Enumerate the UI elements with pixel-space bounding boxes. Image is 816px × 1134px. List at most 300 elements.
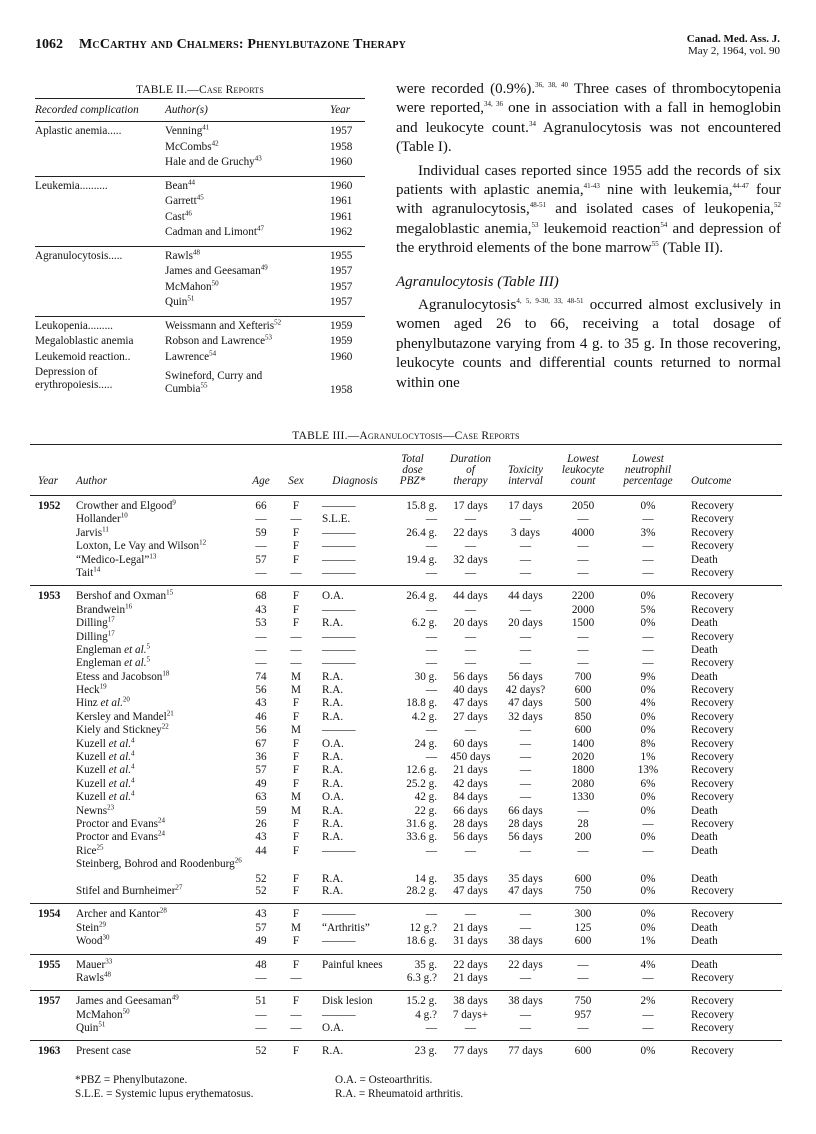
- table-row: [30, 527, 782, 540]
- table-row: [35, 317, 365, 336]
- leukocyte-cell: 957: [574, 1008, 592, 1021]
- table-row: [30, 935, 782, 948]
- sex-cell: F: [292, 958, 300, 971]
- body-text: [396, 80, 781, 393]
- dose-cell: —: [425, 908, 437, 921]
- dose-cell: 12.6 g.: [406, 764, 437, 777]
- sex-cell: F: [292, 908, 300, 921]
- footnote-oa: O.A. = Osteoarthritis.: [335, 1074, 433, 1086]
- leukocyte-cell: 125: [574, 921, 592, 934]
- age-cell: 43: [255, 908, 267, 921]
- leukocyte-cell: —: [577, 971, 589, 984]
- complication-cell: Aplastic anemia.....: [35, 125, 122, 137]
- paragraph-3: Agranulocytosis$^{4, 5, 9-30, 33, 48-51}$ occurred almost exclusively in women aged 26 to 66, receiving a total dosage of phenylbutazone varying from 4 g. to 35 g. In those recovering, leukocyte counts and differential counts returned to normal within one: [396, 297, 781, 391]
- table-row: [30, 972, 782, 985]
- age-cell: 52: [255, 1045, 267, 1058]
- age-cell: 43: [255, 697, 267, 710]
- outcome-cell: Recovery: [691, 751, 734, 764]
- duration-cell: —: [464, 540, 477, 553]
- year-cell: 1962: [330, 226, 353, 238]
- leukocyte-cell: 1400: [571, 737, 595, 750]
- duration-cell: 66 days: [453, 804, 488, 817]
- diagnosis-cell: Painful knees: [322, 958, 383, 971]
- col-sex: Sex: [288, 475, 304, 487]
- sex-cell: F: [292, 603, 300, 616]
- col-author: Author: [76, 475, 108, 487]
- table-row: [30, 590, 782, 603]
- dose-cell: 6.2 g.: [411, 617, 437, 630]
- sex-cell: F: [292, 710, 300, 723]
- author-cell: Proctor and Evans$^{24}$: [76, 829, 166, 844]
- duration-cell: 40 days: [453, 684, 488, 697]
- age-cell: 46: [255, 710, 267, 723]
- table-row: [30, 617, 782, 630]
- toxicity-cell: —: [519, 724, 532, 737]
- leukocyte-cell: —: [577, 804, 589, 817]
- duration-cell: 21 days: [453, 764, 488, 777]
- table-iii: [30, 430, 782, 1064]
- duration-cell: 7 days+: [452, 1008, 489, 1021]
- table-row: [35, 348, 365, 367]
- complication-cell: Megaloblastic anemia: [35, 335, 134, 347]
- leukocyte-cell: 500: [574, 697, 592, 710]
- toxicity-cell: 77 days: [508, 1045, 543, 1058]
- year-group: [30, 585, 782, 903]
- table-row: [35, 195, 365, 211]
- table-ii-group: [35, 317, 365, 401]
- year-cell: 1959: [330, 335, 353, 347]
- sex-cell: F: [292, 764, 300, 777]
- author-cell: Dilling$^{17}$: [76, 615, 115, 630]
- duration-cell: 22 days: [453, 526, 488, 539]
- diagnosis-cell: R.A.: [322, 1045, 344, 1058]
- dose-cell: 24 g.: [414, 737, 437, 750]
- dose-cell: 31.6 g.: [406, 817, 437, 830]
- page-header: [35, 33, 780, 63]
- outcome-cell: Recovery: [691, 777, 734, 790]
- outcome-cell: Recovery: [691, 590, 734, 603]
- sex-cell: M: [291, 684, 301, 697]
- outcome-cell: Recovery: [691, 817, 734, 830]
- sex-cell: M: [291, 921, 301, 934]
- outcome-cell: Recovery: [691, 526, 734, 539]
- outcome-cell: Death: [691, 935, 718, 948]
- author-cell: Jarvis$^{11}$: [76, 525, 109, 539]
- dose-cell: 26.4 g.: [406, 590, 437, 603]
- duration-cell: 21 days: [453, 971, 488, 984]
- age-cell: 57: [255, 764, 267, 777]
- toxicity-cell: —: [519, 657, 532, 670]
- sex-cell: F: [292, 751, 300, 764]
- table-row: [30, 831, 782, 844]
- toxicity-cell: —: [519, 630, 532, 643]
- table-ii-group: [35, 122, 365, 177]
- table-row: [30, 791, 782, 804]
- leukocyte-cell: 1500: [571, 617, 595, 630]
- dose-cell: 18.6 g.: [406, 935, 437, 948]
- sex-cell: F: [292, 697, 300, 710]
- col-authors: Author(s): [165, 104, 208, 116]
- table-iii-caption: TABLE III.—Agranulocytosis—Case Reports: [292, 430, 520, 442]
- neutrophil-cell: 0%: [640, 684, 656, 697]
- author-cell: Crowther and Elgood$^9$: [76, 498, 176, 512]
- author-cell: Kuzell et al.$^4$: [76, 762, 135, 777]
- year-cell: 1955: [330, 249, 353, 262]
- outcome-cell: Recovery: [691, 603, 734, 616]
- author-cell: Wood$^{30}$: [76, 933, 110, 948]
- outcome-cell: Recovery: [691, 1045, 734, 1058]
- toxicity-cell: —: [519, 791, 532, 804]
- year-cell: 1954: [38, 908, 61, 921]
- sex-cell: F: [292, 844, 300, 857]
- duration-cell: 42 days: [453, 777, 488, 790]
- journal-date: May 2, 1964, vol. 90: [688, 45, 780, 57]
- table-row: [30, 540, 782, 553]
- table-row: [35, 335, 365, 351]
- toxicity-cell: 38 days: [508, 995, 543, 1008]
- sex-cell: F: [292, 617, 300, 630]
- sex-cell: F: [292, 553, 300, 566]
- sex-cell: —: [290, 566, 302, 579]
- leukocyte-cell: —: [577, 513, 589, 526]
- author-cell: Stein$^{29}$: [76, 920, 106, 934]
- duration-cell: 17 days: [453, 500, 488, 512]
- author-cell: Kuzell et al.$^4$: [76, 789, 135, 804]
- leukocyte-cell: 2000: [571, 603, 595, 616]
- diagnosis-cell: ———: [322, 526, 356, 539]
- year-cell: 1961: [330, 195, 353, 207]
- journal-info: [687, 33, 780, 57]
- outcome-cell: Recovery: [691, 697, 734, 710]
- sex-cell: M: [291, 670, 301, 683]
- neutrophil-cell: 0%: [640, 921, 656, 934]
- diagnosis-cell: R.A.: [322, 831, 344, 844]
- paragraph-2: Individual cases reported since 1955 add the records of six patients with aplastic anemia,$^{41-43}$ nine with leukemia,$^{44-47}$ four with agranulocytosis,$^{48-51}$ and isolated cases of leukopenia,$^{52}$ megaloblastic anemia,$^{53}$ leukemoid reaction$^{54}$ and depression of the erythroid elements of the bone marrow$^{55}$ (Table II).: [396, 162, 781, 257]
- diagnosis-cell: R.A.: [322, 751, 344, 764]
- diagnosis-cell: S.L.E.: [322, 513, 351, 526]
- duration-cell: 44 days: [453, 590, 488, 603]
- author-cell: Archer and Kantor$^{28}$: [76, 906, 167, 921]
- neutrophil-cell: 6%: [640, 777, 656, 790]
- neutrophil-cell: 2%: [640, 995, 656, 1008]
- dose-cell: 22 g.: [414, 804, 437, 817]
- dose-cell: 23 g.: [414, 1045, 437, 1058]
- neutrophil-cell: 8%: [640, 737, 656, 750]
- complication-cell: Leukopenia.........: [35, 319, 113, 332]
- dose-cell: —: [425, 513, 437, 526]
- leukocyte-cell: 200: [574, 831, 592, 844]
- age-cell: —: [255, 971, 267, 984]
- outcome-cell: Death: [691, 553, 718, 566]
- dose-cell: —: [425, 844, 437, 857]
- diagnosis-cell: ———: [322, 566, 356, 579]
- table-row: [30, 885, 782, 898]
- author-cell: Hale and de Gruchy$^{43}$: [165, 154, 262, 168]
- diagnosis-cell: R.A.: [322, 764, 344, 777]
- dose-cell: —: [425, 630, 437, 643]
- year-cell: 1957: [330, 280, 353, 293]
- neutrophil-cell: —: [642, 1008, 654, 1021]
- dose-cell: —: [425, 643, 437, 656]
- leukocyte-cell: 750: [574, 995, 592, 1008]
- dose-cell: 30 g.: [414, 670, 437, 683]
- leukocyte-cell: —: [577, 657, 589, 670]
- age-cell: —: [255, 643, 267, 656]
- neutrophil-cell: 4%: [640, 697, 656, 710]
- neutrophil-cell: —: [642, 553, 654, 566]
- duration-cell: —: [464, 603, 477, 616]
- dose-cell: 12 g.?: [409, 921, 437, 934]
- toxicity-cell: —: [519, 643, 532, 656]
- author-cell: Robson and Lawrence$^{53}$: [165, 333, 273, 347]
- table-row: [30, 1022, 782, 1035]
- sex-cell: F: [292, 737, 300, 750]
- author-cell: Venning$^{41}$: [165, 123, 210, 137]
- col-year: Year: [38, 475, 59, 487]
- year-cell: 1960: [330, 350, 353, 363]
- sex-cell: M: [291, 791, 301, 804]
- table-row: [30, 1006, 782, 1022]
- dose-cell: 15.8 g.: [406, 500, 437, 512]
- duration-cell: —: [464, 513, 477, 526]
- leukocyte-cell: 2200: [571, 590, 595, 603]
- author-cell: Bershof and Oxman$^{15}$: [76, 588, 174, 603]
- age-cell: 59: [255, 804, 267, 817]
- leukocyte-cell: 28: [577, 817, 589, 830]
- toxicity-cell: 35 days: [508, 872, 543, 885]
- year-cell: 1953: [38, 590, 61, 603]
- duration-cell: —: [464, 724, 477, 737]
- diagnosis-cell: ———: [322, 844, 356, 857]
- age-cell: 53: [255, 617, 267, 630]
- age-cell: —: [255, 540, 267, 553]
- table-row: [30, 764, 782, 777]
- author-cell: Tait$^{14}$: [76, 565, 101, 579]
- sex-cell: F: [292, 884, 300, 897]
- author-cell: Engleman et al.$^5$: [76, 642, 151, 656]
- outcome-cell: Recovery: [691, 791, 734, 804]
- age-cell: 26: [255, 817, 267, 830]
- leukocyte-cell: 600: [574, 935, 592, 948]
- table-row: [30, 513, 782, 526]
- year-group: [30, 495, 782, 585]
- diagnosis-cell: O.A.: [322, 590, 344, 603]
- dose-cell: —: [425, 1022, 437, 1035]
- age-cell: 49: [255, 935, 267, 948]
- diagnosis-cell: ———: [322, 657, 356, 670]
- outcome-cell: Recovery: [691, 724, 734, 737]
- diagnosis-cell: O.A.: [322, 791, 344, 804]
- age-cell: —: [255, 513, 267, 526]
- toxicity-cell: —: [519, 844, 532, 857]
- toxicity-cell: —: [519, 1022, 532, 1035]
- author-cell: Kuzell et al.$^4$: [76, 735, 135, 750]
- sex-cell: F: [292, 500, 300, 512]
- duration-cell: 60 days: [453, 737, 488, 750]
- table-row: [30, 802, 782, 818]
- journal-name: Canad. Med. Ass. J.: [686, 33, 780, 45]
- age-cell: 52: [255, 872, 267, 885]
- dose-cell: 33.6 g.: [406, 831, 437, 844]
- table-row: [30, 628, 782, 644]
- table-row: [35, 366, 365, 396]
- leukocyte-cell: —: [577, 844, 589, 857]
- col-age: Age: [252, 475, 270, 487]
- neutrophil-cell: 0%: [640, 590, 656, 603]
- leukocyte-cell: 600: [574, 724, 592, 737]
- toxicity-cell: —: [519, 921, 532, 934]
- table-row: [30, 711, 782, 724]
- leukocyte-cell: —: [577, 553, 589, 566]
- age-cell: 51: [255, 995, 267, 1008]
- diagnosis-cell: ———: [322, 1008, 356, 1021]
- author-cell: Kiely and Stickney$^{22}$: [76, 722, 169, 737]
- dose-cell: —: [425, 657, 437, 670]
- outcome-cell: Death: [691, 831, 718, 844]
- outcome-cell: Recovery: [691, 710, 734, 723]
- dose-cell: 19.4 g.: [406, 553, 437, 566]
- table-row: [30, 922, 782, 935]
- table-iii-header: [30, 445, 782, 495]
- author-cell: Steinberg, Bohrod and Roodenburg$^{26}$: [76, 856, 242, 871]
- author-cell: Weissmann and Xefteris$^{52}$: [165, 317, 282, 332]
- leukocyte-cell: 4000: [571, 526, 595, 539]
- neutrophil-cell: 0%: [640, 1045, 656, 1058]
- neutrophil-cell: —: [642, 630, 654, 643]
- author-cell: Brandwein$^{16}$: [76, 602, 133, 616]
- year-cell: 1958: [330, 140, 353, 153]
- outcome-cell: Recovery: [691, 1008, 734, 1021]
- outcome-cell: Recovery: [691, 764, 734, 777]
- table-row: [30, 684, 782, 697]
- table-row: [35, 226, 365, 242]
- year-cell: 1958: [330, 384, 353, 396]
- diagnosis-cell: ———: [322, 643, 356, 656]
- author-cell: Etess and Jacobson$^{18}$: [76, 668, 170, 683]
- age-cell: 57: [255, 921, 267, 934]
- diagnosis-cell: ———: [322, 553, 356, 566]
- duration-cell: 77 days: [453, 1045, 488, 1058]
- author-cell: Garrett$^{45}$: [165, 193, 204, 207]
- author-cell: Newns$^{23}$: [76, 802, 115, 817]
- leukocyte-cell: 1800: [571, 764, 595, 777]
- diagnosis-cell: ———: [322, 500, 356, 512]
- complication-cell: Leukemia..........: [35, 179, 108, 192]
- age-cell: 63: [255, 791, 267, 804]
- outcome-cell: Recovery: [691, 995, 734, 1008]
- col-leukocyte: Lowest leukocyte count: [561, 453, 605, 487]
- neutrophil-cell: 0%: [640, 804, 656, 817]
- col-dose: Total dose PBZ*: [399, 453, 426, 487]
- table-row: [35, 125, 365, 141]
- leukocyte-cell: —: [577, 630, 589, 643]
- author-cell: Present case: [76, 1045, 131, 1058]
- neutrophil-cell: 0%: [640, 500, 656, 512]
- table-row: [30, 845, 782, 858]
- duration-cell: 35 days: [453, 872, 488, 885]
- table-row: [30, 551, 782, 567]
- table-row: [30, 908, 782, 921]
- toxicity-cell: 56 days: [508, 831, 543, 844]
- author-cell: Rawls$^{48}$: [165, 247, 200, 262]
- toxicity-cell: —: [519, 540, 532, 553]
- dose-cell: —: [425, 684, 437, 697]
- year-cell: 1952: [38, 500, 61, 512]
- sex-cell: —: [290, 1008, 302, 1021]
- author-cell: Rice$^{25}$: [76, 843, 104, 857]
- toxicity-cell: 56 days: [508, 670, 543, 683]
- diagnosis-cell: R.A.: [322, 617, 344, 630]
- outcome-cell: Recovery: [691, 500, 734, 512]
- diagnosis-cell: R.A.: [322, 777, 344, 790]
- neutrophil-cell: —: [642, 566, 654, 579]
- leukocyte-cell: 2080: [571, 777, 595, 790]
- year-cell: 1960: [330, 156, 353, 168]
- author-cell: “Medico-Legal”$^{13}$: [76, 551, 157, 566]
- author-cell: Lawrence$^{54}$: [165, 348, 217, 363]
- leukocyte-cell: 750: [574, 884, 592, 897]
- footnotes: [75, 1073, 775, 1101]
- author-cell: Loxton, Le Vay and Wilson$^{12}$: [76, 538, 207, 553]
- diagnosis-cell: ———: [322, 603, 356, 616]
- outcome-cell: Recovery: [691, 513, 734, 526]
- author-cell: McCombs$^{42}$: [165, 138, 219, 153]
- leukocyte-cell: 700: [574, 670, 592, 683]
- toxicity-cell: —: [519, 1008, 532, 1021]
- age-cell: 56: [255, 724, 267, 737]
- table-row: [30, 697, 782, 710]
- table-ii-group: [35, 247, 365, 317]
- neutrophil-cell: 0%: [640, 724, 656, 737]
- leukocyte-cell: —: [577, 643, 589, 656]
- duration-cell: 450 days: [450, 751, 491, 764]
- outcome-cell: Death: [691, 617, 718, 630]
- toxicity-cell: 44 days: [508, 590, 543, 603]
- age-cell: 74: [255, 670, 267, 683]
- dose-cell: 6.3 g.?: [406, 971, 437, 984]
- table-row: [30, 668, 782, 684]
- diagnosis-cell: R.A.: [322, 804, 344, 817]
- col-diagnosis: Diagnosis: [332, 475, 378, 487]
- dose-cell: 4.2 g.: [411, 710, 437, 723]
- neutrophil-cell: 9%: [640, 670, 656, 683]
- toxicity-cell: —: [519, 737, 532, 750]
- duration-cell: —: [464, 643, 477, 656]
- duration-cell: —: [464, 908, 477, 921]
- toxicity-cell: 17 days: [508, 500, 543, 512]
- toxicity-cell: 22 days: [508, 958, 543, 971]
- year-group: [30, 1040, 782, 1063]
- author-cell: McMahon$^{50}$: [165, 278, 219, 293]
- dose-cell: 28.2 g.: [406, 884, 437, 897]
- table-row: [30, 735, 782, 751]
- outcome-cell: Recovery: [691, 566, 734, 579]
- outcome-cell: Death: [691, 643, 718, 656]
- year-group: [30, 990, 782, 1040]
- toxicity-cell: 20 days: [508, 617, 543, 630]
- duration-cell: 84 days: [453, 791, 488, 804]
- author-cell: Bean$^{44}$: [165, 177, 195, 192]
- sex-cell: M: [291, 804, 301, 817]
- author-cell: Hinz et al.$^{20}$: [76, 695, 130, 710]
- duration-cell: 56 days: [453, 831, 488, 844]
- col-toxicity: Toxicity interval: [507, 464, 543, 487]
- neutrophil-cell: 0%: [640, 791, 656, 804]
- sex-cell: F: [292, 831, 300, 844]
- duration-cell: 32 days: [453, 553, 488, 566]
- author-cell: Kuzell et al.$^4$: [76, 749, 135, 764]
- neutrophil-cell: —: [642, 971, 654, 984]
